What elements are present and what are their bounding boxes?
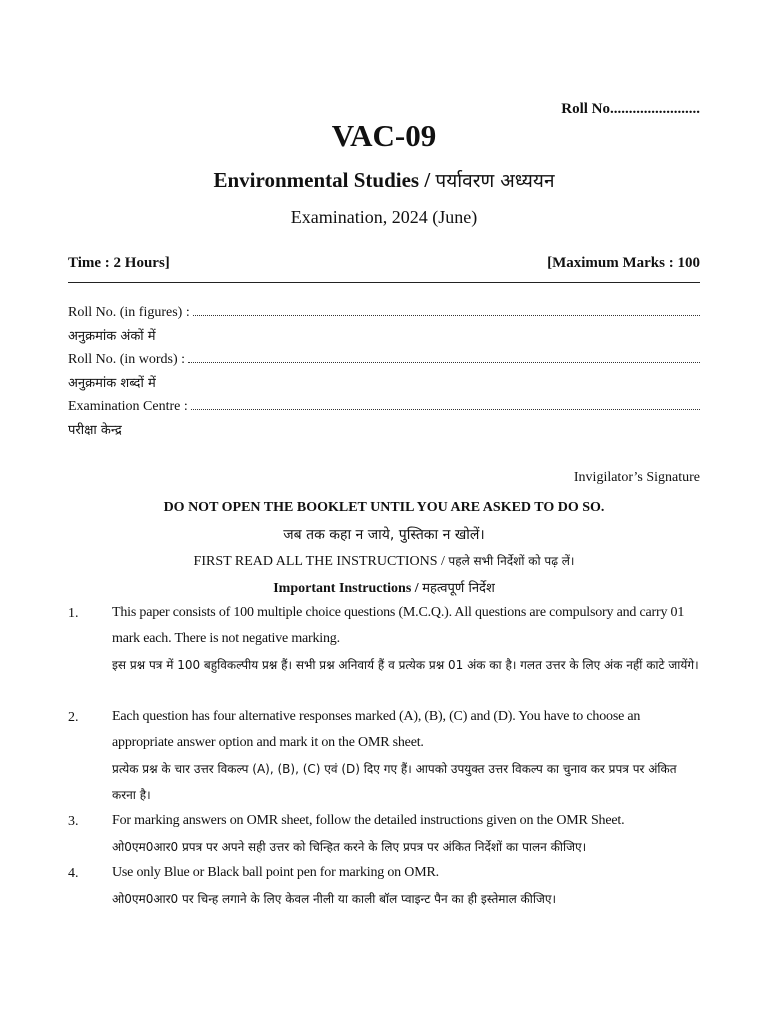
instruction-item [112,704,702,808]
roll-figures-hindi-label: अनुक्रमांक अंकों में [68,329,156,344]
important-instructions-heading [0,578,768,597]
instruction-number: 2. [68,710,79,725]
instruction-item [112,808,702,860]
exam-centre-field[interactable] [68,397,700,415]
read-instructions-line [0,552,768,570]
roll-figures-dots[interactable] [193,303,700,316]
instruction-hindi: ओ0एम0आर0 प्रपत्र पर अपने सही उत्तर को चिन्हित करने के लिए प्रपत्र पर अंकित निर्देशों का पालन कीजिए। [112,840,587,854]
important-heading-hi: महत्वपूर्ण निर्देश [422,581,495,596]
instruction-hindi: प्रत्येक प्रश्न के चार उत्तर विकल्प (A), (B), (C) एवं (D) दिए गए हैं। आपको उपयुक्त उत्तर विकल्प का चुनाव कर प्रपत्र पर अंकित करना है। [112,762,677,802]
header-divider [68,282,700,283]
instruction-english: Each question has four alternative responses marked (A), (B), (C) and (D). You have to choose an appropriate answer option and mark it on the OMR sheet. [112,709,641,750]
roll-number-header: Roll No........................ [561,101,700,117]
invigilator-signature: Invigilator’s Signature [573,470,700,485]
instruction-hindi: ओ0एम0आर0 पर चिन्ह लगाने के लिए केवल नीली या काली बॉल प्वाइन्ट पैन का ही इस्तेमाल कीजिए। [112,892,557,906]
roll-words-dots[interactable] [188,350,700,363]
instruction-number: 4. [68,866,79,881]
time-allowed: Time : 2 Hours] [68,255,170,271]
instruction-english: For marking answers on OMR sheet, follow the detailed instructions given on the OMR Sheet. [112,813,625,828]
instruction-number: 3. [68,814,79,829]
instruction-english: This paper consists of 100 multiple choice questions (M.C.Q.). All questions are compulsory and carry 01 mark each. There is not negative marking. [112,605,685,646]
warning-hindi: जब तक कहा न जाये, पुस्तिका न खोलें। [283,527,485,543]
roll-figures-field[interactable] [68,303,700,321]
roll-words-label: Roll No. (in words) : [68,352,186,367]
maximum-marks: [Maximum Marks : 100 [547,255,700,271]
instruction-english: Use only Blue or Black ball point pen for marking on OMR. [112,865,439,880]
subject-title [0,167,768,193]
roll-words-hindi-label: अनुक्रमांक शब्दों में [68,376,156,391]
roll-words-field[interactable] [68,350,700,368]
exam-centre-dots[interactable] [191,397,700,410]
instruction-number: 1. [68,606,79,621]
subject-title-hi: पर्यावरण अध्ययन [435,170,555,192]
read-instructions-en: FIRST READ ALL THE INSTRUCTIONS / [193,554,449,569]
subject-title-en: Environmental Studies / [213,168,436,192]
instruction-item [112,860,702,912]
read-instructions-hi: पहले सभी निर्देशों को पढ़ लें। [448,554,575,568]
roll-figures-label: Roll No. (in figures) : [68,305,190,320]
instruction-hindi: इस प्रश्न पत्र में 100 बहुविकल्पीय प्रश्न हैं। सभी प्रश्न अनिवार्य हैं व प्रत्येक प्रश्न 01 अंक का है। गलत उत्तर के लिए अंक नहीं काटे जायेंगे। [112,658,699,672]
paper-code: VAC-09 [331,118,437,153]
warning-english: DO NOT OPEN THE BOOKLET UNTIL YOU ARE ASKED TO DO SO. [163,500,605,515]
important-heading-en: Important Instructions / [273,581,423,596]
exam-centre-hindi-label: परीक्षा केन्द्र [68,423,122,438]
exam-centre-label: Examination Centre : [68,399,188,414]
exam-session: Examination, 2024 (June) [290,207,478,227]
instruction-item [112,600,702,678]
